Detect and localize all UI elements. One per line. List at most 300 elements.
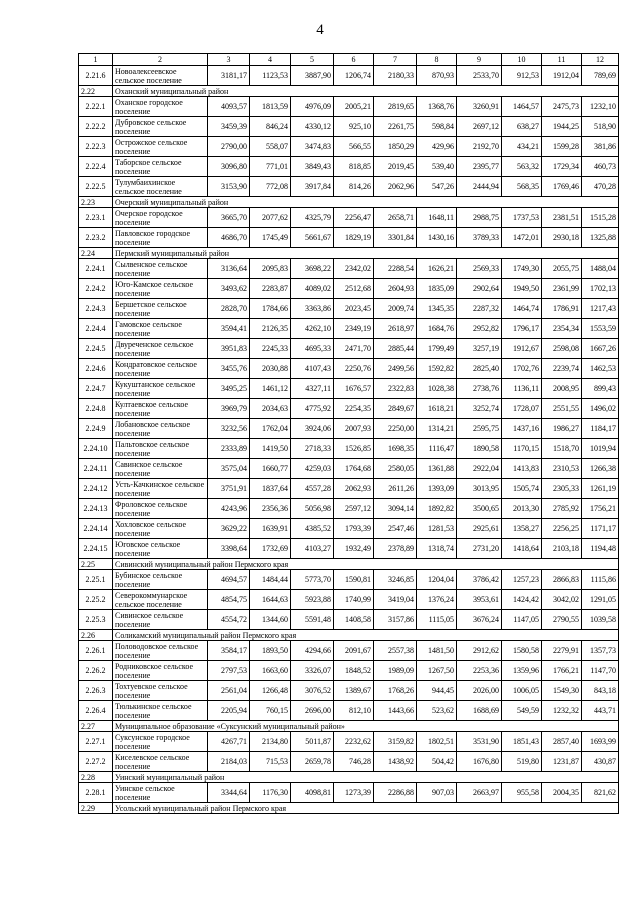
value-cell: 3493,62 bbox=[208, 279, 250, 299]
row-number: 2.24.6 bbox=[79, 359, 113, 379]
value-cell: 1389,67 bbox=[334, 681, 374, 701]
value-cell: 3260,91 bbox=[457, 97, 502, 117]
value-cell: 3789,33 bbox=[457, 228, 502, 248]
value-cell: 3698,22 bbox=[291, 259, 334, 279]
value-cell: 1599,28 bbox=[542, 137, 582, 157]
settlement-name: Таборское сельское поселение bbox=[113, 157, 208, 177]
value-cell: 2475,73 bbox=[542, 97, 582, 117]
settlement-name: Кондратовское сельское поселение bbox=[113, 359, 208, 379]
value-cell: 1745,49 bbox=[250, 228, 291, 248]
row-number: 2.22.5 bbox=[79, 177, 113, 197]
value-cell: 3398,64 bbox=[208, 539, 250, 559]
row-number: 2.21.6 bbox=[79, 66, 113, 86]
value-cell: 547,26 bbox=[417, 177, 457, 197]
value-cell: 5591,48 bbox=[291, 610, 334, 630]
section-number: 2.27 bbox=[79, 721, 113, 732]
section-row bbox=[79, 721, 619, 732]
row-number: 2.24.14 bbox=[79, 519, 113, 539]
section-name: Сивинский муниципальный район Пермского края bbox=[113, 559, 619, 570]
column-number: 10 bbox=[502, 54, 542, 66]
value-cell: 2184,03 bbox=[208, 752, 250, 772]
value-cell: 1890,58 bbox=[457, 439, 502, 459]
section-name: Пермский муниципальный район bbox=[113, 248, 619, 259]
value-cell: 2561,04 bbox=[208, 681, 250, 701]
value-cell: 1944,25 bbox=[542, 117, 582, 137]
value-cell: 4385,52 bbox=[291, 519, 334, 539]
value-cell: 912,53 bbox=[502, 66, 542, 86]
value-cell: 1766,21 bbox=[542, 661, 582, 681]
value-cell: 1291,05 bbox=[582, 590, 619, 610]
value-cell: 818,85 bbox=[334, 157, 374, 177]
value-cell: 1006,05 bbox=[502, 681, 542, 701]
value-cell: 2618,97 bbox=[374, 319, 417, 339]
settlement-name: Очерское городское поселение bbox=[113, 208, 208, 228]
value-cell: 1345,35 bbox=[417, 299, 457, 319]
settlement-name: Северокоммунарское сельское поселение bbox=[113, 590, 208, 610]
value-cell: 843,18 bbox=[582, 681, 619, 701]
value-cell: 3474,83 bbox=[291, 137, 334, 157]
value-cell: 2659,78 bbox=[291, 752, 334, 772]
value-cell: 3232,56 bbox=[208, 419, 250, 439]
value-cell: 2381,51 bbox=[542, 208, 582, 228]
value-cell: 1430,16 bbox=[417, 228, 457, 248]
value-cell: 558,07 bbox=[250, 137, 291, 157]
settlement-name: Гамовское сельское поселение bbox=[113, 319, 208, 339]
settlement-name: Усть-Качкинское сельское поселение bbox=[113, 479, 208, 499]
value-cell: 2250,00 bbox=[374, 419, 417, 439]
value-cell: 2305,33 bbox=[542, 479, 582, 499]
value-cell: 3575,04 bbox=[208, 459, 250, 479]
value-cell: 2790,00 bbox=[208, 137, 250, 157]
row-number: 2.22.1 bbox=[79, 97, 113, 117]
value-cell: 925,10 bbox=[334, 117, 374, 137]
settlement-name: Сылвенское сельское поселение bbox=[113, 259, 208, 279]
value-cell: 1484,44 bbox=[250, 570, 291, 590]
value-cell: 2287,32 bbox=[457, 299, 502, 319]
value-cell: 2533,70 bbox=[457, 66, 502, 86]
value-cell: 3096,80 bbox=[208, 157, 250, 177]
settlement-name: Бубинское сельское поселение bbox=[113, 570, 208, 590]
value-cell: 519,80 bbox=[502, 752, 542, 772]
value-cell: 1732,69 bbox=[250, 539, 291, 559]
value-cell: 2547,46 bbox=[374, 519, 417, 539]
table-row bbox=[79, 177, 619, 197]
table-row bbox=[79, 499, 619, 519]
value-cell: 568,35 bbox=[502, 177, 542, 197]
column-number: 3 bbox=[208, 54, 250, 66]
value-cell: 1418,64 bbox=[502, 539, 542, 559]
section-name: Соликамский муниципальный район Пермского края bbox=[113, 630, 619, 641]
row-number: 2.22.2 bbox=[79, 117, 113, 137]
value-cell: 1496,02 bbox=[582, 399, 619, 419]
value-cell: 1813,59 bbox=[250, 97, 291, 117]
value-cell: 1802,51 bbox=[417, 732, 457, 752]
settlement-name: Лобановское сельское поселение bbox=[113, 419, 208, 439]
value-cell: 3924,06 bbox=[291, 419, 334, 439]
value-cell: 5661,67 bbox=[291, 228, 334, 248]
section-name: Оханский муниципальный район bbox=[113, 86, 619, 97]
value-cell: 1437,16 bbox=[502, 419, 542, 439]
value-cell: 2261,75 bbox=[374, 117, 417, 137]
value-cell: 2925,61 bbox=[457, 519, 502, 539]
value-cell: 3849,43 bbox=[291, 157, 334, 177]
value-cell: 944,45 bbox=[417, 681, 457, 701]
value-cell: 1461,12 bbox=[250, 379, 291, 399]
value-cell: 1768,26 bbox=[374, 681, 417, 701]
row-number: 2.24.9 bbox=[79, 419, 113, 439]
settlement-name: Фроловское сельское поселение bbox=[113, 499, 208, 519]
section-number: 2.29 bbox=[79, 803, 113, 814]
value-cell: 2598,08 bbox=[542, 339, 582, 359]
value-cell: 1837,64 bbox=[250, 479, 291, 499]
value-cell: 812,10 bbox=[334, 701, 374, 721]
value-cell: 3157,86 bbox=[374, 610, 417, 630]
value-cell: 1518,70 bbox=[542, 439, 582, 459]
value-cell: 518,90 bbox=[582, 117, 619, 137]
value-cell: 1892,82 bbox=[417, 499, 457, 519]
section-number: 2.26 bbox=[79, 630, 113, 641]
value-cell: 2696,00 bbox=[291, 701, 334, 721]
column-number: 9 bbox=[457, 54, 502, 66]
value-cell: 4259,03 bbox=[291, 459, 334, 479]
value-cell: 4327,11 bbox=[291, 379, 334, 399]
value-cell: 1590,81 bbox=[334, 570, 374, 590]
value-cell: 1116,47 bbox=[417, 439, 457, 459]
value-cell: 2785,92 bbox=[542, 499, 582, 519]
value-cell: 5773,70 bbox=[291, 570, 334, 590]
value-cell: 1580,58 bbox=[502, 641, 542, 661]
value-cell: 4976,09 bbox=[291, 97, 334, 117]
value-cell: 1147,05 bbox=[502, 610, 542, 630]
value-cell: 3419,04 bbox=[374, 590, 417, 610]
section-number: 2.22 bbox=[79, 86, 113, 97]
value-cell: 566,55 bbox=[334, 137, 374, 157]
row-number: 2.27.2 bbox=[79, 752, 113, 772]
value-cell: 2256,25 bbox=[542, 519, 582, 539]
value-cell: 1762,04 bbox=[250, 419, 291, 439]
value-cell: 4098,81 bbox=[291, 783, 334, 803]
value-cell: 2349,19 bbox=[334, 319, 374, 339]
value-cell: 1676,57 bbox=[334, 379, 374, 399]
value-cell: 3094,14 bbox=[374, 499, 417, 519]
value-cell: 746,28 bbox=[334, 752, 374, 772]
value-cell: 1769,46 bbox=[542, 177, 582, 197]
value-cell: 460,73 bbox=[582, 157, 619, 177]
value-cell: 5011,87 bbox=[291, 732, 334, 752]
value-cell: 3153,90 bbox=[208, 177, 250, 197]
value-cell: 1325,88 bbox=[582, 228, 619, 248]
value-cell: 3969,79 bbox=[208, 399, 250, 419]
value-cell: 1206,74 bbox=[334, 66, 374, 86]
value-cell: 3042,02 bbox=[542, 590, 582, 610]
value-cell: 2557,38 bbox=[374, 641, 417, 661]
value-cell: 1257,23 bbox=[502, 570, 542, 590]
row-number: 2.23.2 bbox=[79, 228, 113, 248]
value-cell: 2004,35 bbox=[542, 783, 582, 803]
table-row bbox=[79, 641, 619, 661]
column-number: 11 bbox=[542, 54, 582, 66]
table-row bbox=[79, 590, 619, 610]
settlement-name: Бершетское сельское поселение bbox=[113, 299, 208, 319]
table-row bbox=[79, 479, 619, 499]
value-cell: 4694,57 bbox=[208, 570, 250, 590]
value-cell: 4686,70 bbox=[208, 228, 250, 248]
value-cell: 2595,75 bbox=[457, 419, 502, 439]
value-cell: 1626,21 bbox=[417, 259, 457, 279]
settlement-name: Двуреченское сельское поселение bbox=[113, 339, 208, 359]
table-row bbox=[79, 752, 619, 772]
value-cell: 443,71 bbox=[582, 701, 619, 721]
column-number: 1 bbox=[79, 54, 113, 66]
value-cell: 381,86 bbox=[582, 137, 619, 157]
section-row bbox=[79, 559, 619, 570]
value-cell: 1438,92 bbox=[374, 752, 417, 772]
value-cell: 2253,36 bbox=[457, 661, 502, 681]
settlement-name: Сивинское сельское поселение bbox=[113, 610, 208, 630]
section-name: Уинский муниципальный район bbox=[113, 772, 619, 783]
value-cell: 1232,10 bbox=[582, 97, 619, 117]
value-cell: 2611,26 bbox=[374, 479, 417, 499]
value-cell: 2361,99 bbox=[542, 279, 582, 299]
value-cell: 4854,75 bbox=[208, 590, 250, 610]
value-cell: 2444,94 bbox=[457, 177, 502, 197]
row-number: 2.24.11 bbox=[79, 459, 113, 479]
table-row bbox=[79, 359, 619, 379]
value-cell: 429,96 bbox=[417, 137, 457, 157]
section-name: Очерский муниципальный район bbox=[113, 197, 619, 208]
value-cell: 1413,83 bbox=[502, 459, 542, 479]
value-cell: 1737,53 bbox=[502, 208, 542, 228]
value-cell: 1786,91 bbox=[542, 299, 582, 319]
value-cell: 1549,30 bbox=[542, 681, 582, 701]
value-cell: 2356,36 bbox=[250, 499, 291, 519]
value-cell: 4695,33 bbox=[291, 339, 334, 359]
row-number: 2.22.4 bbox=[79, 157, 113, 177]
value-cell: 3326,07 bbox=[291, 661, 334, 681]
value-cell: 2239,74 bbox=[542, 359, 582, 379]
value-cell: 4262,10 bbox=[291, 319, 334, 339]
value-cell: 1505,74 bbox=[502, 479, 542, 499]
value-cell: 1688,69 bbox=[457, 701, 502, 721]
value-cell: 4093,57 bbox=[208, 97, 250, 117]
value-cell: 2930,18 bbox=[542, 228, 582, 248]
value-cell: 1217,43 bbox=[582, 299, 619, 319]
value-cell: 523,62 bbox=[417, 701, 457, 721]
settlement-name: Юговское сельское поселение bbox=[113, 539, 208, 559]
value-cell: 1667,26 bbox=[582, 339, 619, 359]
value-cell: 2322,83 bbox=[374, 379, 417, 399]
value-cell: 470,28 bbox=[582, 177, 619, 197]
value-cell: 2245,33 bbox=[250, 339, 291, 359]
table-row bbox=[79, 279, 619, 299]
value-cell: 1829,19 bbox=[334, 228, 374, 248]
value-cell: 2103,18 bbox=[542, 539, 582, 559]
value-cell: 1488,04 bbox=[582, 259, 619, 279]
value-cell: 2126,35 bbox=[250, 319, 291, 339]
value-cell: 3500,65 bbox=[457, 499, 502, 519]
row-number: 2.24.1 bbox=[79, 259, 113, 279]
column-number: 6 bbox=[334, 54, 374, 66]
value-cell: 772,08 bbox=[250, 177, 291, 197]
section-row bbox=[79, 197, 619, 208]
value-cell: 3301,84 bbox=[374, 228, 417, 248]
value-cell: 3751,91 bbox=[208, 479, 250, 499]
value-cell: 2731,20 bbox=[457, 539, 502, 559]
value-cell: 1266,48 bbox=[250, 681, 291, 701]
value-cell: 3953,61 bbox=[457, 590, 502, 610]
value-cell: 1314,21 bbox=[417, 419, 457, 439]
table-row bbox=[79, 519, 619, 539]
value-cell: 1204,04 bbox=[417, 570, 457, 590]
settlement-name: Новоалексеевское сельское поселение bbox=[113, 66, 208, 86]
table-row bbox=[79, 97, 619, 117]
table-row bbox=[79, 117, 619, 137]
section-row bbox=[79, 248, 619, 259]
settlement-name: Тохтуевское сельское поселение bbox=[113, 681, 208, 701]
value-cell: 2354,34 bbox=[542, 319, 582, 339]
value-cell: 1424,42 bbox=[502, 590, 542, 610]
value-cell: 2952,82 bbox=[457, 319, 502, 339]
value-cell: 771,01 bbox=[250, 157, 291, 177]
value-cell: 3951,83 bbox=[208, 339, 250, 359]
value-cell: 2597,12 bbox=[334, 499, 374, 519]
value-cell: 1267,50 bbox=[417, 661, 457, 681]
value-cell: 5923,88 bbox=[291, 590, 334, 610]
value-cell: 2342,02 bbox=[334, 259, 374, 279]
value-cell: 3159,82 bbox=[374, 732, 417, 752]
value-cell: 2062,93 bbox=[334, 479, 374, 499]
value-cell: 4294,66 bbox=[291, 641, 334, 661]
value-cell: 2019,45 bbox=[374, 157, 417, 177]
value-cell: 1464,57 bbox=[502, 97, 542, 117]
settlement-name: Оханское городское поселение bbox=[113, 97, 208, 117]
value-cell: 3786,42 bbox=[457, 570, 502, 590]
value-cell: 1698,35 bbox=[374, 439, 417, 459]
value-cell: 1912,67 bbox=[502, 339, 542, 359]
value-cell: 870,93 bbox=[417, 66, 457, 86]
value-cell: 2580,05 bbox=[374, 459, 417, 479]
value-cell: 3013,95 bbox=[457, 479, 502, 499]
value-cell: 1793,39 bbox=[334, 519, 374, 539]
table-row bbox=[79, 319, 619, 339]
settlement-name: Тюлькинское сельское поселение bbox=[113, 701, 208, 721]
value-cell: 2007,93 bbox=[334, 419, 374, 439]
row-number: 2.26.2 bbox=[79, 661, 113, 681]
table-row bbox=[79, 157, 619, 177]
value-cell: 1784,66 bbox=[250, 299, 291, 319]
table-row bbox=[79, 459, 619, 479]
value-cell: 1481,50 bbox=[417, 641, 457, 661]
value-cell: 1756,21 bbox=[582, 499, 619, 519]
value-cell: 1702,13 bbox=[582, 279, 619, 299]
value-cell: 4325,79 bbox=[291, 208, 334, 228]
value-cell: 2738,76 bbox=[457, 379, 502, 399]
value-cell: 1663,60 bbox=[250, 661, 291, 681]
row-number: 2.25.2 bbox=[79, 590, 113, 610]
table-row bbox=[79, 661, 619, 681]
value-cell: 3246,85 bbox=[374, 570, 417, 590]
value-cell: 1850,29 bbox=[374, 137, 417, 157]
table-row bbox=[79, 228, 619, 248]
value-cell: 2180,33 bbox=[374, 66, 417, 86]
value-cell: 1660,77 bbox=[250, 459, 291, 479]
value-cell: 2825,40 bbox=[457, 359, 502, 379]
settlement-name: Савинское сельское поселение bbox=[113, 459, 208, 479]
value-cell: 1592,82 bbox=[417, 359, 457, 379]
value-cell: 2718,33 bbox=[291, 439, 334, 459]
value-cell: 1359,96 bbox=[502, 661, 542, 681]
value-cell: 1147,70 bbox=[582, 661, 619, 681]
value-cell: 1851,43 bbox=[502, 732, 542, 752]
value-cell: 1344,60 bbox=[250, 610, 291, 630]
value-cell: 1553,59 bbox=[582, 319, 619, 339]
table-row bbox=[79, 419, 619, 439]
row-number: 2.24.3 bbox=[79, 299, 113, 319]
column-number: 5 bbox=[291, 54, 334, 66]
value-cell: 1231,87 bbox=[542, 752, 582, 772]
section-number: 2.24 bbox=[79, 248, 113, 259]
value-cell: 2988,75 bbox=[457, 208, 502, 228]
column-number: 8 bbox=[417, 54, 457, 66]
value-cell: 1194,48 bbox=[582, 539, 619, 559]
value-cell: 1028,38 bbox=[417, 379, 457, 399]
value-cell: 814,26 bbox=[334, 177, 374, 197]
value-cell: 1318,74 bbox=[417, 539, 457, 559]
value-cell: 1932,49 bbox=[334, 539, 374, 559]
value-cell: 1361,88 bbox=[417, 459, 457, 479]
value-cell: 3917,84 bbox=[291, 177, 334, 197]
value-cell: 1472,01 bbox=[502, 228, 542, 248]
table-row bbox=[79, 570, 619, 590]
value-cell: 1408,58 bbox=[334, 610, 374, 630]
value-cell: 1740,99 bbox=[334, 590, 374, 610]
value-cell: 1039,58 bbox=[582, 610, 619, 630]
row-number: 2.24.10 bbox=[79, 439, 113, 459]
value-cell: 1986,27 bbox=[542, 419, 582, 439]
section-name: Усольский муниципальный район Пермского края bbox=[113, 803, 619, 814]
value-cell: 549,59 bbox=[502, 701, 542, 721]
section-name: Муниципальное образование «Суксунский муниципальный район» bbox=[113, 721, 619, 732]
value-cell: 2013,30 bbox=[502, 499, 542, 519]
column-number: 2 bbox=[113, 54, 208, 66]
value-cell: 3252,74 bbox=[457, 399, 502, 419]
section-row bbox=[79, 772, 619, 783]
settlement-name: Острожское сельское поселение bbox=[113, 137, 208, 157]
section-row bbox=[79, 86, 619, 97]
value-cell: 2471,70 bbox=[334, 339, 374, 359]
value-cell: 3495,25 bbox=[208, 379, 250, 399]
value-cell: 1358,27 bbox=[502, 519, 542, 539]
value-cell: 598,84 bbox=[417, 117, 457, 137]
value-cell: 2819,65 bbox=[374, 97, 417, 117]
value-cell: 2395,77 bbox=[457, 157, 502, 177]
value-cell: 1123,53 bbox=[250, 66, 291, 86]
value-cell: 1176,30 bbox=[250, 783, 291, 803]
table-row bbox=[79, 681, 619, 701]
row-number: 2.24.15 bbox=[79, 539, 113, 559]
value-cell: 1835,09 bbox=[417, 279, 457, 299]
value-cell: 2077,62 bbox=[250, 208, 291, 228]
value-cell: 1618,21 bbox=[417, 399, 457, 419]
table-row bbox=[79, 259, 619, 279]
value-cell: 2604,93 bbox=[374, 279, 417, 299]
row-number: 2.25.1 bbox=[79, 570, 113, 590]
value-cell: 2232,62 bbox=[334, 732, 374, 752]
table-row bbox=[79, 539, 619, 559]
row-number: 2.24.2 bbox=[79, 279, 113, 299]
value-cell: 1949,50 bbox=[502, 279, 542, 299]
value-cell: 2205,94 bbox=[208, 701, 250, 721]
